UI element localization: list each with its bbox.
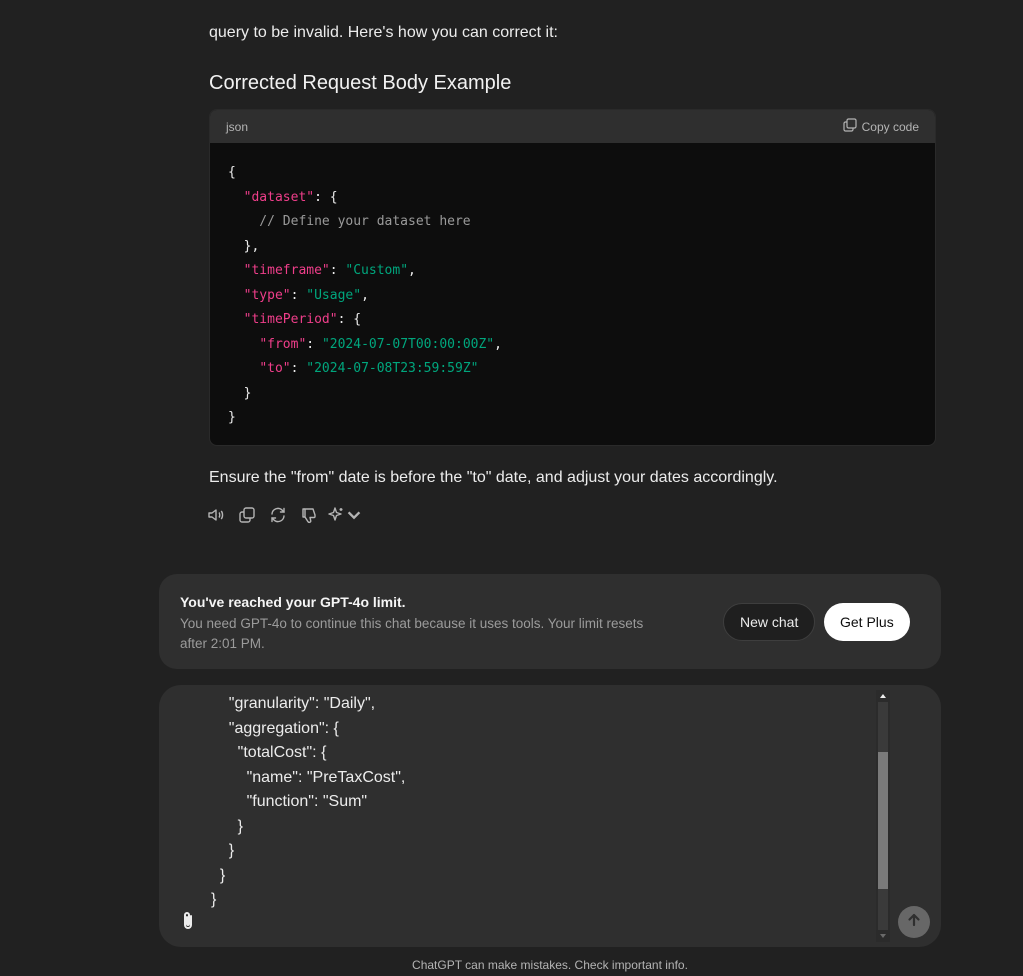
code-token: : [329, 263, 346, 278]
code-token: "type" [243, 287, 291, 303]
code-token: : { [314, 189, 338, 205]
code-token: "Custom" [345, 263, 409, 278]
code-line [228, 186, 917, 211]
refresh-icon [269, 506, 287, 529]
model-switch-button[interactable] [329, 506, 361, 528]
new-chat-button[interactable]: New chat [723, 603, 815, 641]
code-token [228, 337, 259, 352]
speaker-icon [207, 506, 225, 529]
message-actions [205, 506, 361, 528]
code-line [228, 357, 917, 382]
section-heading: Corrected Request Body Example [209, 72, 512, 94]
code-token: "dataset" [243, 189, 315, 205]
code-token [228, 288, 244, 303]
code-token [228, 263, 244, 278]
arrow-up-icon [906, 912, 922, 933]
code-token: } [228, 410, 236, 425]
code-content [210, 143, 935, 431]
code-token: "timeframe" [243, 263, 330, 278]
code-token: "timePeriod" [243, 312, 338, 327]
code-token [228, 361, 259, 376]
code-line [228, 382, 917, 407]
scroll-thumb[interactable] [878, 752, 888, 889]
code-token [228, 312, 244, 327]
code-token: : [306, 336, 322, 352]
sparkle-icon [327, 506, 345, 529]
code-line [228, 308, 917, 333]
composer-scrollbar[interactable] [876, 690, 890, 942]
composer-input[interactable]: "granularity": "Daily", "aggregation": { "totalCost": { "name": "PreTaxCost", "function": "Sum" } } } } [211, 695, 406, 908]
thumbs-down-icon [300, 506, 318, 529]
copy-code-label: Copy code [861, 119, 919, 134]
code-token: } [228, 385, 252, 401]
code-line [228, 284, 917, 309]
scroll-up-arrow[interactable] [876, 690, 890, 702]
thumbs-down-button[interactable] [298, 506, 320, 528]
copy-icon [843, 118, 857, 135]
code-token: { [228, 165, 236, 180]
regenerate-button[interactable] [267, 506, 289, 528]
code-token: , [408, 263, 416, 278]
code-line [228, 235, 917, 260]
limit-description: You need GPT-4o to continue this chat because it uses tools. Your limit resets after 2:01 PM. [180, 616, 644, 651]
code-language-label: json [226, 119, 249, 134]
assistant-intro-text: query to be invalid. Here's how you can correct it: [209, 24, 558, 41]
code-line [228, 406, 917, 431]
limit-title: You've reached your GPT-4o limit. [180, 594, 406, 610]
code-line [228, 259, 917, 284]
attach-button[interactable] [177, 911, 199, 935]
code-header [210, 110, 935, 143]
send-button[interactable] [898, 906, 930, 938]
paperclip-icon [179, 910, 197, 937]
get-plus-button[interactable]: Get Plus [824, 603, 910, 641]
usage-limit-banner [159, 574, 941, 669]
copy-icon [238, 506, 256, 529]
code-token: : [290, 287, 307, 303]
copy-message-button[interactable] [236, 506, 258, 528]
code-line [228, 333, 917, 358]
code-token: , [494, 336, 502, 352]
message-composer [159, 685, 941, 947]
code-token: "2024-07-07T00:00:00Z" [321, 336, 495, 352]
code-token: "Usage" [306, 287, 362, 303]
code-token: "2024-07-08T23:59:59Z" [306, 361, 479, 376]
copy-code-button[interactable] [843, 118, 919, 135]
disclaimer-footer: ChatGPT can make mistakes. Check important info. [412, 958, 688, 972]
code-line [228, 161, 917, 186]
code-token: : { [337, 312, 362, 327]
read-aloud-button[interactable] [205, 506, 227, 528]
code-token: }, [228, 238, 260, 254]
code-token: "to" [259, 361, 291, 376]
code-token: "from" [259, 336, 307, 352]
scroll-down-arrow[interactable] [876, 930, 890, 942]
assistant-followup-text: Ensure the "from" date is before the "to" date, and adjust your dates accordingly. [209, 469, 778, 486]
code-block [209, 109, 936, 446]
code-token [228, 190, 244, 205]
code-token: , [361, 287, 369, 303]
chevron-down-icon [345, 506, 363, 529]
code-line [228, 210, 917, 235]
code-token: // Define your dataset here [228, 214, 471, 229]
code-token: : [290, 361, 307, 376]
